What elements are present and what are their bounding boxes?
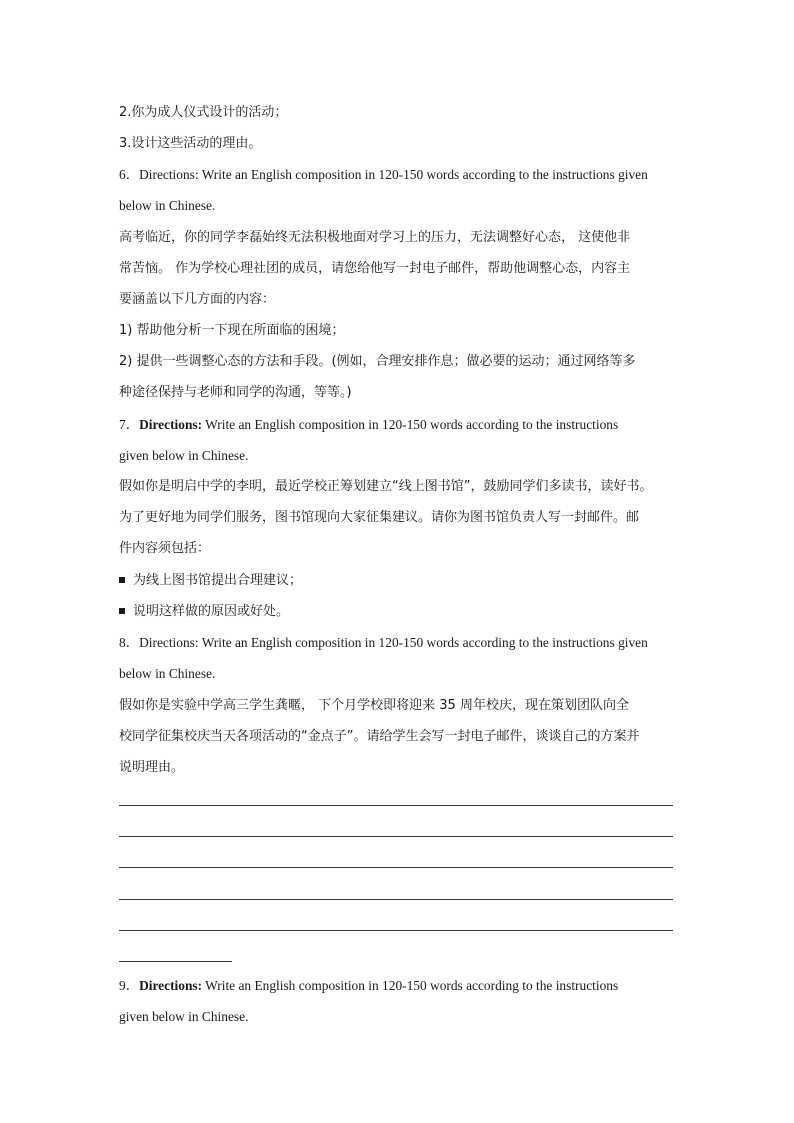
q9-directions bbox=[119, 976, 618, 996]
q5-item-2: 2.你为成人仪式设计的活动； bbox=[119, 105, 288, 120]
answer-line[interactable] bbox=[119, 930, 673, 931]
q8-prompt-line: 说明理由。 bbox=[119, 760, 185, 775]
q5-item-3: 3.设计这些活动的理由。 bbox=[119, 136, 262, 151]
square-bullet-icon bbox=[119, 577, 125, 583]
answer-line[interactable] bbox=[119, 805, 673, 806]
q7-prompt-line: 为了更好地为同学们服务，图书馆现向大家征集建议。请你为图书馆负责人写一封邮件。邮 bbox=[119, 510, 640, 525]
square-bullet-icon bbox=[119, 608, 125, 614]
q7-prompt-line: 件内容须包括： bbox=[119, 541, 211, 556]
q7-directions-label: Directions: bbox=[139, 417, 203, 432]
q6-directions-cont: below in Chinese. bbox=[119, 198, 216, 213]
q6-directions bbox=[119, 165, 648, 185]
q6-prompt-line: 要涵盖以下几方面的内容： bbox=[119, 292, 276, 307]
q6-directions-text: Directions: Write an English composition in 120-150 words according to the instructions given bbox=[139, 167, 648, 182]
q8-prompt-line: 假如你是实验中学高三学生龚暱， 下个月学校即将迎来 35 周年校庆，现在策划团队向全 bbox=[119, 698, 629, 713]
q9-directions-text: Write an English composition in 120-150 words according to the instructions bbox=[202, 978, 619, 993]
q8-number: 8． bbox=[119, 635, 140, 650]
q8-directions bbox=[119, 633, 648, 653]
q7-bullet-1: 为线上图书馆提出合理建议； bbox=[119, 571, 302, 591]
q8-directions-text: Directions: Write an English composition in 120-150 words according to the instructions given bbox=[139, 635, 648, 650]
q7-directions-text: Write an English composition in 120-150 words according to the instructions bbox=[202, 417, 619, 432]
q6-requirement-2-cont: 种途径保持与老师和同学的沟通，等等。) bbox=[119, 385, 352, 400]
answer-line-short[interactable] bbox=[119, 961, 232, 962]
q6-requirement-1: 1) 帮助他分析一下现在所面临的困境； bbox=[119, 323, 345, 338]
answer-line[interactable] bbox=[119, 836, 673, 837]
q9-directions-label: Directions: bbox=[139, 978, 203, 993]
answer-line[interactable] bbox=[119, 899, 673, 900]
q6-number: 6． bbox=[119, 167, 140, 182]
q8-prompt-line: 校同学征集校庆当天各项活动的“金点子”。请给学生会写一封电子邮件，谈谈自己的方案并 bbox=[119, 729, 640, 744]
q7-directions bbox=[119, 415, 618, 435]
q7-bullet-2: 说明这样做的原因或好处。 bbox=[119, 602, 289, 622]
q6-requirement-2: 2) 提供一些调整心态的方法和手段。(例如，合理安排作息；做必要的运动；通过网络等多 bbox=[119, 354, 636, 369]
q9-number: 9． bbox=[119, 978, 140, 993]
q6-prompt-line: 高考临近，你的同学李磊始终无法积极地面对学习上的压力，无法调整好心态， 这使他非 bbox=[119, 230, 631, 245]
q7-directions-cont: given below in Chinese. bbox=[119, 448, 249, 463]
q7-prompt-line: 假如你是明启中学的李明，最近学校正筹划建立“线上图书馆”，鼓励同学们多读书，读好书。 bbox=[119, 479, 653, 494]
q8-directions-cont: below in Chinese. bbox=[119, 666, 216, 681]
q6-prompt-line: 常苦恼。 作为学校心理社团的成员，请您给他写一封电子邮件，帮助他调整心态，内容主 bbox=[119, 261, 631, 276]
q9-directions-cont: given below in Chinese. bbox=[119, 1009, 249, 1024]
q7-number: 7． bbox=[119, 417, 140, 432]
answer-line[interactable] bbox=[119, 867, 673, 868]
